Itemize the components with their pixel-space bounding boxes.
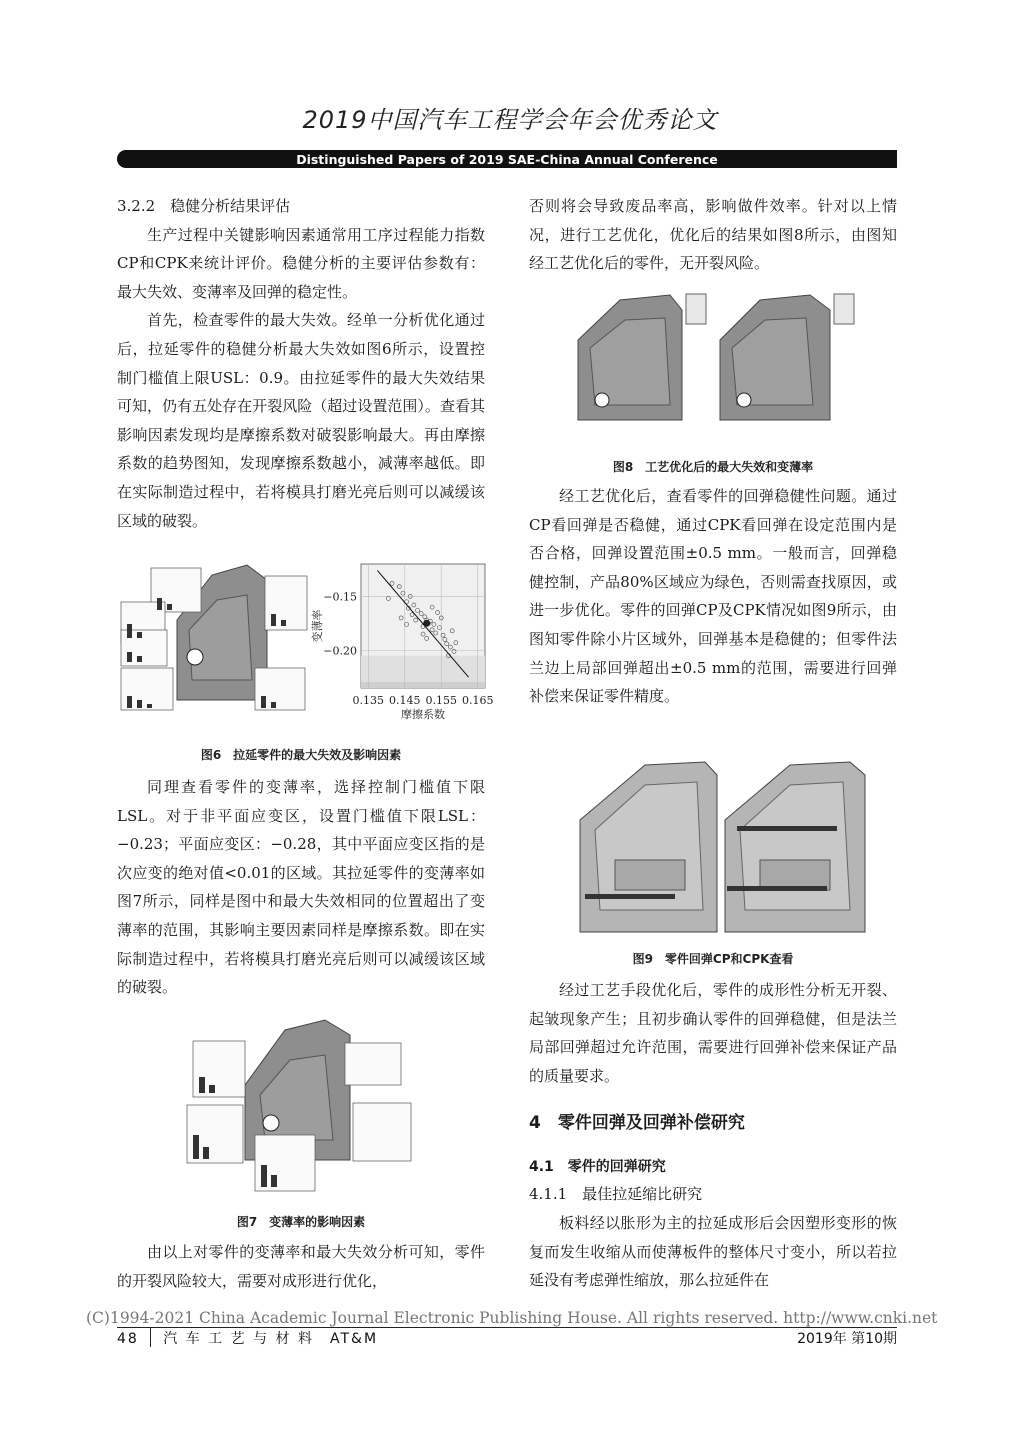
copyright-notice: (C)1994-2021 China Academic Journal Electronic Publishing House. All rights reserved. http://www.cnki.net bbox=[86, 1309, 938, 1327]
left-column-top bbox=[117, 192, 485, 535]
y-tick-label-0: −0.15 bbox=[323, 590, 357, 604]
section-4-heading: 4 零件回弹及回弹补偿研究 bbox=[529, 1113, 745, 1133]
right-paragraph-1: 否则将会导致废品率高，影响做件效率。针对以上情况，进行工艺优化，优化后的结果如图8所示，由图知经工艺优化后的零件，无开裂风险。 bbox=[529, 197, 897, 273]
left-paragraph-1: 生产过程中关键影响因素通常用工序过程能力指数CP和CPK来统计评价。稳健分析的主要评估参数有：最大失效、变薄率及回弹的稳定性。 bbox=[117, 225, 485, 301]
figure-8 bbox=[570, 290, 860, 440]
fig6-scatter-chart bbox=[310, 564, 493, 721]
right-paragraph-3: 经过工艺手段优化后，零件的成形性分析无开裂、起皱现象产生；且初步确认零件的回弹稳健，但是法兰局部回弹超过允许范围，需要进行回弹补偿来保证产品的质量要求。 bbox=[529, 981, 897, 1085]
x-tick-label-2: 0.155 bbox=[425, 694, 457, 707]
fig8-caption: 图8 工艺优化后的最大失效和变薄率 bbox=[612, 460, 814, 474]
figure-7 bbox=[185, 1015, 415, 1195]
x-tick-label-3: 0.165 bbox=[461, 694, 494, 707]
fig8-graphic bbox=[570, 290, 860, 440]
plot-band-bottom bbox=[361, 682, 485, 688]
footer-divider bbox=[150, 1327, 151, 1347]
x-tick-label-1: 0.145 bbox=[389, 694, 421, 707]
x-axis-label: 摩擦系数 bbox=[401, 708, 445, 721]
figure-6 bbox=[117, 560, 494, 738]
fig7-inset-4 bbox=[353, 1103, 411, 1161]
right-column-bottom bbox=[529, 1209, 897, 1295]
figure-9 bbox=[575, 760, 875, 940]
right-paragraph-4: 板料经以胀形为主的拉延成形后会因塑形变形的恢复而发生收缩从而使薄板件的整体尺寸变小，所以若拉延没有考虑弹性缩放，那么拉延件在 bbox=[529, 1214, 897, 1290]
fig9-graphic bbox=[575, 760, 875, 940]
y-axis-label: 变薄率 bbox=[311, 609, 324, 643]
fig7-graphic bbox=[185, 1015, 415, 1195]
right-paragraph-2: 经工艺优化后，查看零件的回弹稳健性问题。通过CP看回弹是否稳健，通过CPK看回弹在设定范围内是否合格，回弹设置范围±0.5 mm。一般而言，回弹稳健控制，产品80%区域应为绿色，否则需查找原因，或进一步优化。零件的回弹CP及CPK情况如图9所示，由图知零件除小片区域外，回弹基本是稳健的；但零件法兰边上局部回弹超出±0.5 mm的范围，需要进行回弹补偿来保证零件精度。 bbox=[529, 487, 897, 706]
footer-left bbox=[117, 1328, 378, 1348]
left-column-bottom bbox=[117, 1238, 485, 1295]
page-number: 48 bbox=[117, 1331, 139, 1347]
section-4-1-1-heading: 4.1.1 最佳拉延缩比研究 bbox=[529, 1185, 703, 1203]
section-4-1-heading: 4.1 零件的回弹研究 bbox=[529, 1159, 666, 1175]
footer-journal-name: 汽 车 工 艺 与 材 料 AT&M bbox=[163, 1331, 379, 1347]
left-paragraph-2: 首先，检查零件的最大失效。经单一分析优化通过后，拉延零件的稳健分析最大失效如图6所示，设置控制门槛值上限USL：0.9。由拉延零件的最大失效结果可知，仍有五处存在开裂风险（超过设置范围）。查看其影响因素发现均是摩擦系数对破裂影响最大。再由摩擦系数的趋势图知，发现摩擦系数越小，减薄率越低。即在实际制造过程中，若将模具打磨光亮后则可以减缓该区域的破裂。 bbox=[117, 311, 485, 530]
fig6-graphic bbox=[117, 560, 494, 738]
banner-text: Distinguished Papers of 2019 SAE-China Annual Conference bbox=[296, 152, 718, 167]
fig7-inset-2 bbox=[345, 1043, 401, 1085]
left-column-mid bbox=[117, 773, 485, 1002]
section-3-2-2: 3.2.2 稳健分析结果评估 bbox=[117, 197, 291, 215]
fig9-caption: 图9 零件回弹CP和CPK查看 bbox=[632, 952, 794, 966]
journal-title: 2019中国汽车工程学会年会优秀论文 bbox=[302, 106, 718, 134]
fig7-caption: 图7 变薄率的影响因素 bbox=[236, 1215, 366, 1229]
y-tick-label-1: −0.20 bbox=[323, 644, 357, 658]
fig6-caption: 图6 拉延零件的最大失效及影响因素 bbox=[200, 748, 402, 762]
footer-issue: 2019年 第10期 bbox=[797, 1331, 897, 1347]
journal-banner bbox=[117, 150, 897, 168]
left-paragraph-4: 由以上对零件的变薄率和最大失效分析可知，零件的开裂风险较大，需要对成形进行优化， bbox=[117, 1243, 485, 1290]
right-column-mid bbox=[529, 482, 897, 711]
right-column-top bbox=[529, 192, 897, 278]
left-paragraph-3: 同理查看零件的变薄率，选择控制门槛值下限LSL。对于非平面应变区，设置门槛值下限LSL：−0.23；平面应变区：−0.28，其中平面应变区指的是次应变的绝对值<0.01的区域。其拉延零件的变薄率如图7所示，同样是图中和最大失效相同的位置超出了变薄率的范围，其影响主要因素同样是摩擦系数。即在实际制造过程中，若将模具打磨光亮后则可以减缓该区域的破裂。 bbox=[117, 778, 485, 997]
x-tick-label-0: 0.135 bbox=[352, 694, 385, 707]
right-column-lower bbox=[529, 976, 897, 1090]
